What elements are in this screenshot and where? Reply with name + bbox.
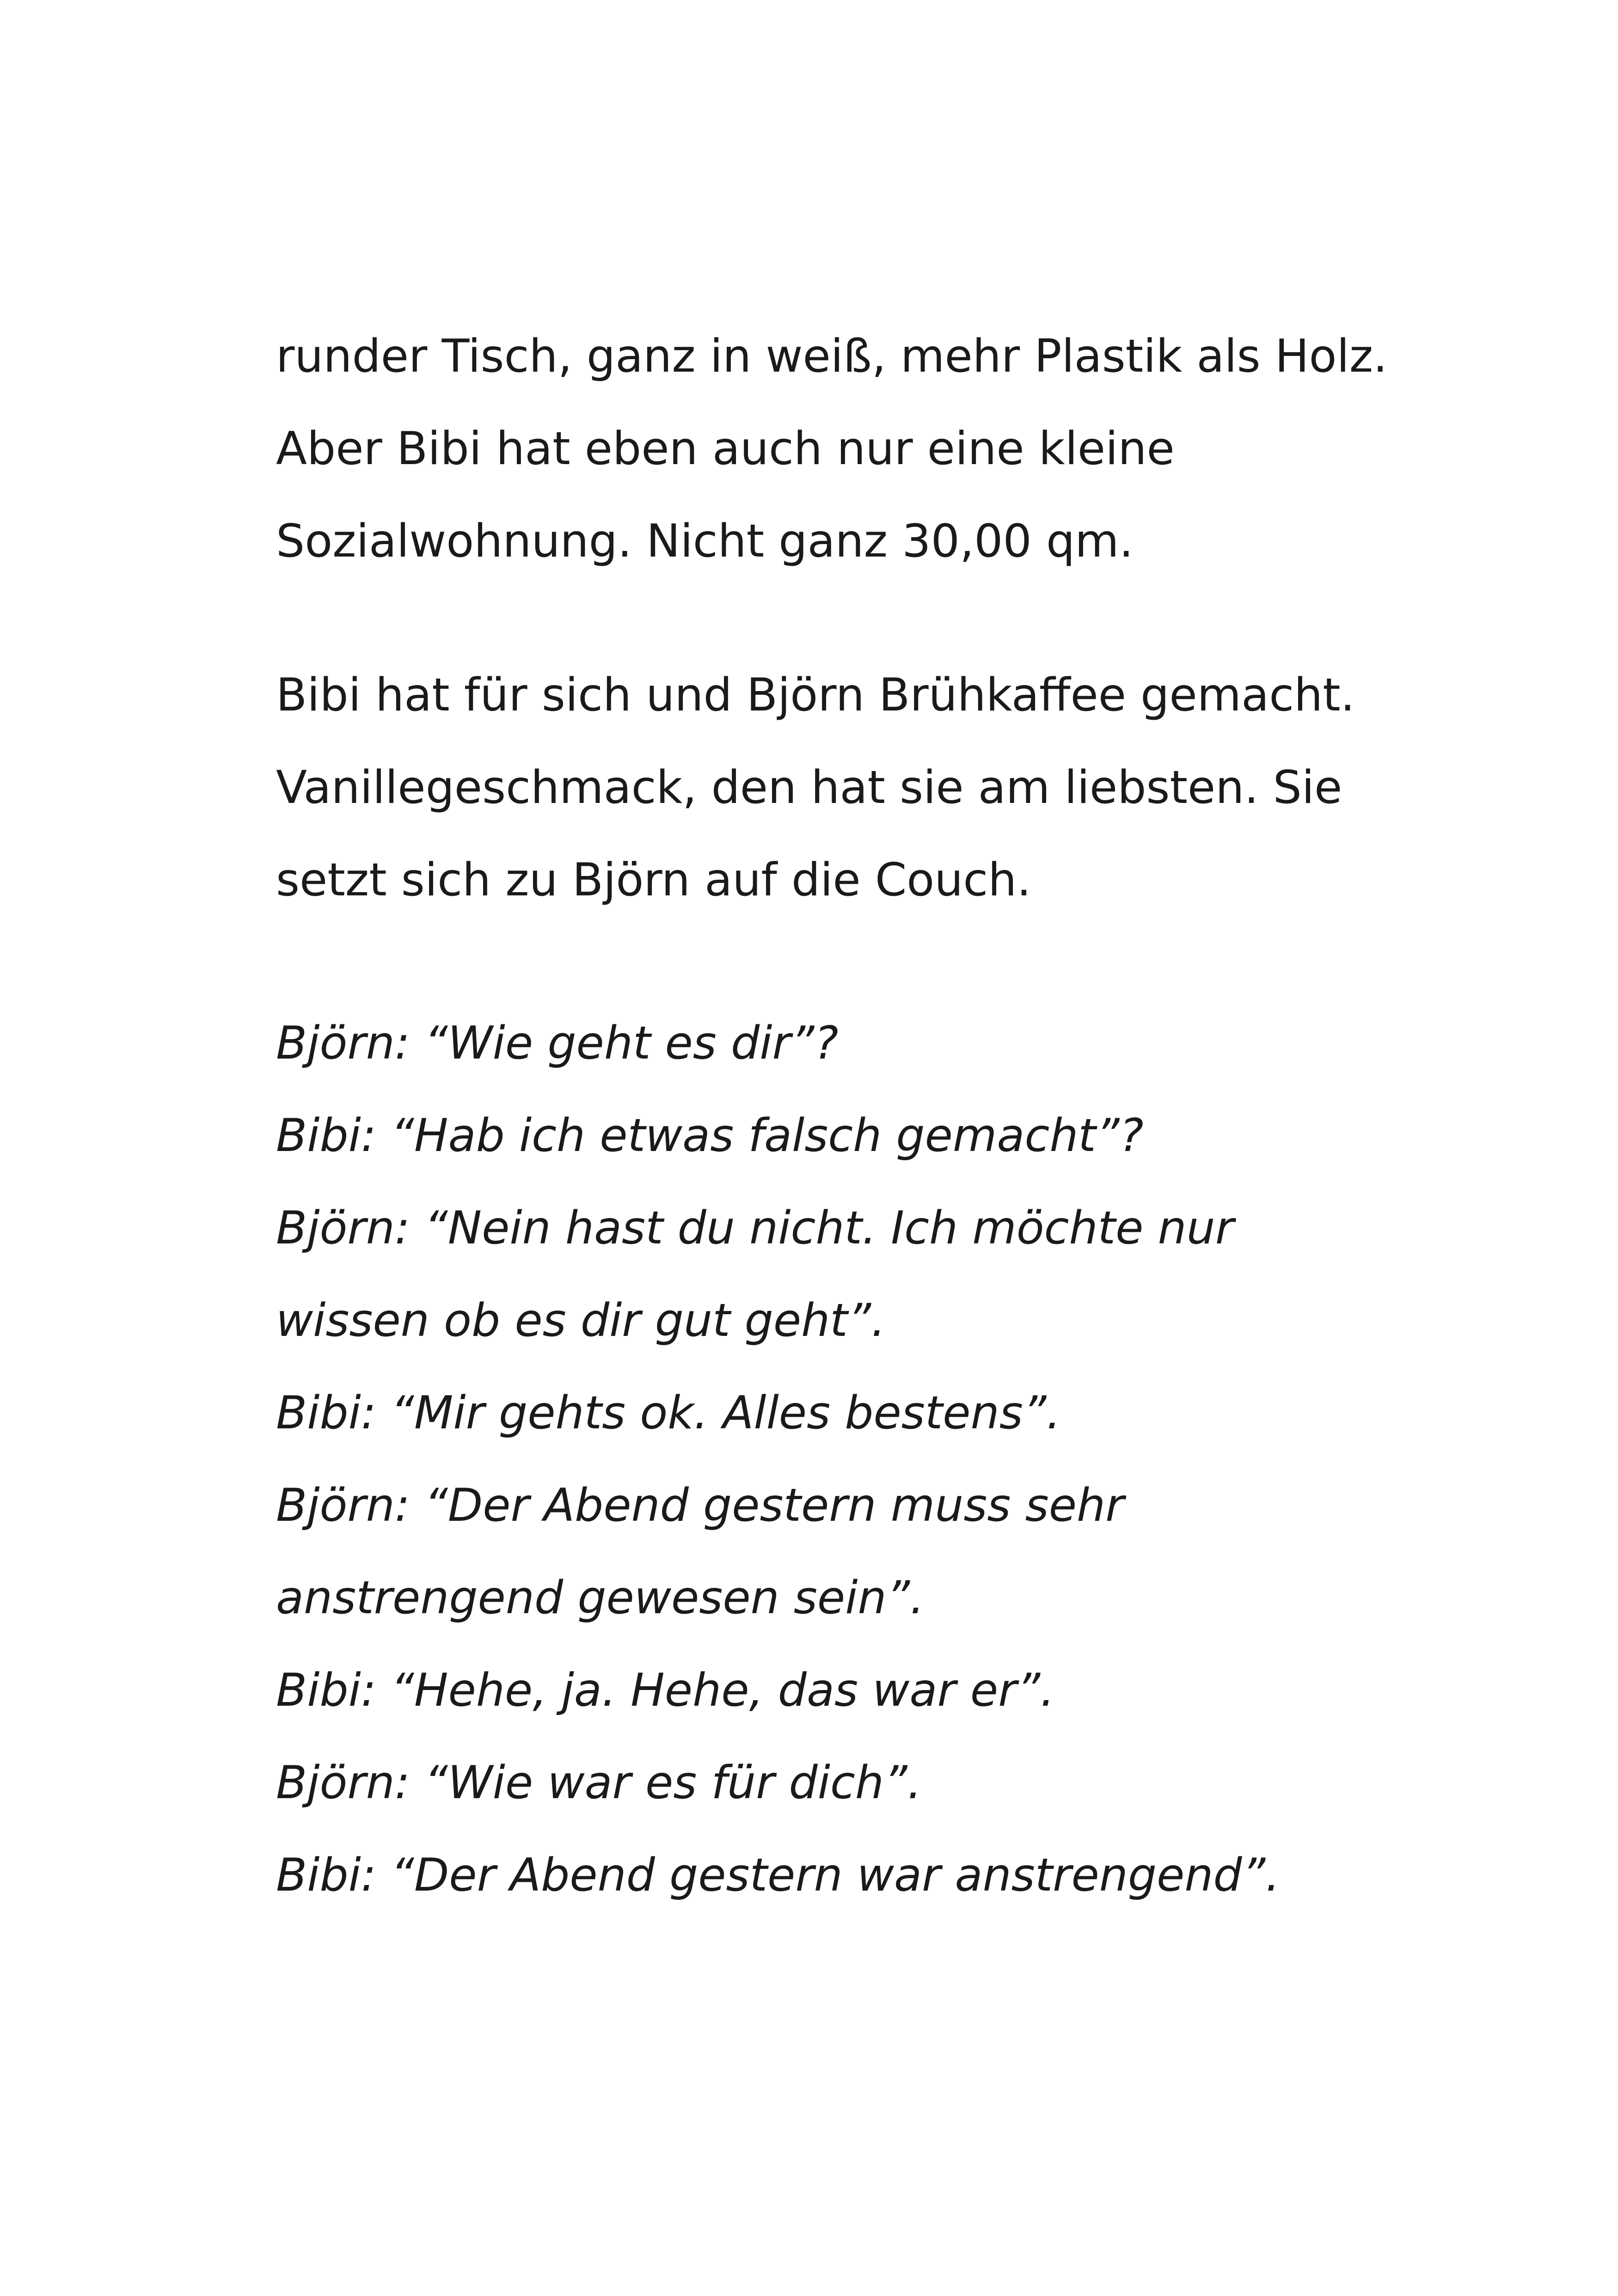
narrative-line: runder Tisch, ganz in weiß, mehr Plastik als Holz. (276, 330, 1388, 383)
dialogue-line: Bibi: “Mir gehts ok. Alles bestens”. (276, 1387, 1061, 1439)
dialogue-line: Björn: “Nein hast du nicht. Ich möchte nur (276, 1202, 1234, 1255)
dialogue-line: Björn: “Wie war es für dich”. (276, 1757, 922, 1809)
narrative-line: setzt sich zu Björn auf die Couch. (276, 854, 1031, 906)
narrative-line: Vanillegeschmack, den hat sie am liebsten. Sie (276, 761, 1342, 814)
dialogue-line: anstrengend gewesen sein”. (276, 1572, 925, 1624)
dialogue-line: Bibi: “Hehe, ja. Hehe, das war er”. (276, 1664, 1055, 1717)
dialogue-line: Bibi: “Der Abend gestern war anstrengend”. (276, 1849, 1280, 1902)
narrative-line: Bibi hat für sich und Björn Brühkaffee gemacht. (276, 669, 1355, 722)
dialogue-line: wissen ob es dir gut geht”. (276, 1294, 886, 1347)
narrative-line: Aber Bibi hat eben auch nur eine kleine (276, 422, 1175, 475)
dialogue-line: Björn: “Wie geht es dir”? (276, 1017, 839, 1070)
dialogue-line: Björn: “Der Abend gestern muss sehr (276, 1479, 1124, 1532)
narrative-line: Sozialwohnung. Nicht ganz 30,00 qm. (276, 515, 1134, 568)
dialogue-line: Bibi: “Hab ich etwas falsch gemacht”? (276, 1109, 1144, 1162)
